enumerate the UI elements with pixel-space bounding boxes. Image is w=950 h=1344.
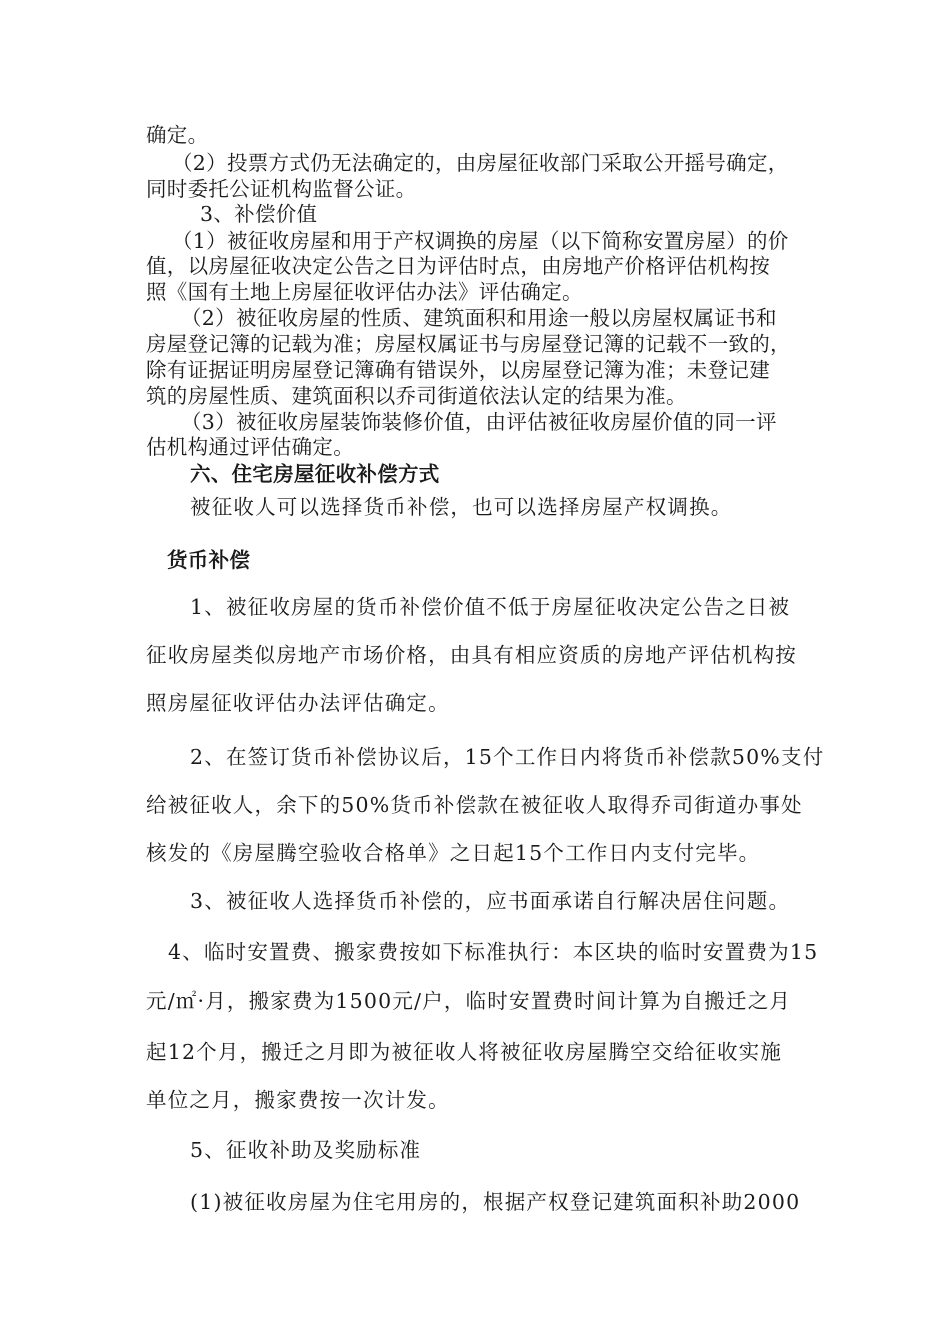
- text-line: 给被征收人，余下的50%货币补偿款在被征收人取得乔司街道办事处: [146, 793, 803, 817]
- text-line: 3、补偿价值: [200, 202, 318, 226]
- text-line: 同时委托公证机构监督公证。: [146, 177, 417, 201]
- text-line: 4、临时安置费、搬家费按如下标准执行：本区块的临时安置费为15: [168, 940, 819, 964]
- text-line: （1）被征收房屋和用于产权调换的房屋（以下简称安置房屋）的价: [172, 229, 789, 253]
- text-line: (1)被征收房屋为住宅用房的，根据产权登记建筑面积补助2000: [190, 1190, 801, 1214]
- text-line: 单位之月，搬家费按一次计发。: [146, 1088, 450, 1112]
- text-line: 照房屋征收评估办法评估确定。: [146, 691, 450, 715]
- text-line: （3）被征收房屋装饰装修价值，由评估被征收房屋价值的同一评: [181, 410, 777, 434]
- text-line: 1、被征收房屋的货币补偿价值不低于房屋征收决定公告之日被: [190, 595, 791, 619]
- text-line: 筑的房屋性质、建筑面积以乔司街道依法认定的结果为准。: [146, 384, 687, 408]
- text-line: 值，以房屋征收决定公告之日为评估时点，由房地产价格评估机构按: [146, 254, 770, 278]
- subsection-heading: 货币补偿: [167, 548, 251, 572]
- text-line: 核发的《房屋腾空验收合格单》之日起15个工作日内支付完毕。: [146, 841, 761, 865]
- text-line: （2）投票方式仍无法确定的，由房屋征收部门采取公开摇号确定，: [172, 151, 789, 175]
- text-line: 3、被征收人选择货币补偿的，应书面承诺自行解决居住问题。: [190, 889, 791, 913]
- text-line: 估机构通过评估确定。: [146, 435, 354, 459]
- section-heading: 六、住宅房屋征收补偿方式: [190, 462, 440, 486]
- text-line: 元/㎡·月，搬家费为1500元/户，临时安置费时间计算为自搬迁之月: [146, 989, 792, 1013]
- text-line: 征收房屋类似房地产市场价格，由具有相应资质的房地产评估机构按: [146, 643, 797, 667]
- text-line: 5、征收补助及奖励标准: [190, 1138, 422, 1162]
- text-line: 被征收人可以选择货币补偿，也可以选择房屋产权调换。: [190, 495, 733, 519]
- text-line: 照《国有土地上房屋征收评估办法》评估确定。: [146, 280, 583, 304]
- text-line: 确定。: [146, 123, 209, 147]
- text-line: 2、在签订货币补偿协议后，15个工作日内将货币补偿款50%支付: [190, 745, 825, 769]
- text-line: 除有证据证明房屋登记簿确有错误外，以房屋登记簿为准；未登记建: [146, 358, 770, 382]
- text-line: 房屋登记簿的记载为准；房屋权属证书与房屋登记簿的记载不一致的，: [146, 332, 791, 356]
- text-line: 起12个月，搬迁之月即为被征收人将被征收房屋腾空交给征收实施: [146, 1040, 783, 1064]
- text-line: （2）被征收房屋的性质、建筑面积和用途一般以房屋权属证书和: [181, 306, 777, 330]
